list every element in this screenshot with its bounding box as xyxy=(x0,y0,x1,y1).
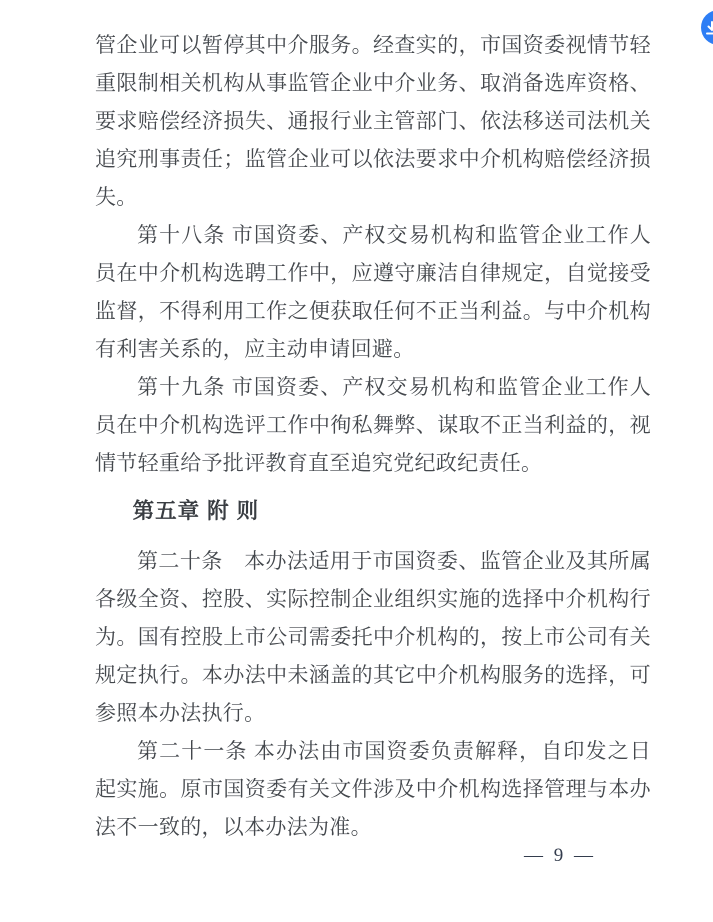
paragraph-continuation: 管企业可以暂停其中介服务。经查实的，市国资委视情节轻重限制相关机构从事监管企业中介业务、取消备选库资格、要求赔偿经济损失、通报行业主管部门、依法移送司法机关追究刑事责任；监管企业可以依法要求中介机构赔偿经济损失。 xyxy=(95,33,651,209)
paragraph-article-21: 第二十一条 本办法由市国资委负责解释，自印发之日起实施。原市国资委有关文件涉及中介机构选择管理与本办法不一致的，以本办法为准。 xyxy=(95,739,651,839)
page-number: — 9 — xyxy=(524,845,596,866)
paragraph-article-20: 第二十条 本办法适用于市国资委、监管企业及其所属各级全资、控股、实际控制企业组织实施的选择中介机构行为。国有控股上市公司需委托中介机构的，按上市公司有关规定执行。本办法中未涵盖的其它中介机构服务的选择，可参照本办法执行。 xyxy=(95,549,651,725)
chapter-heading: 第五章 附 则 xyxy=(132,499,260,523)
download-icon xyxy=(704,20,713,36)
paragraph-article-18: 第十八条 市国资委、产权交易机构和监管企业工作人员在中介机构选聘工作中，应遵守廉洁自律规定，自觉接受监督，不得利用工作之便获取任何不正当利益。与中介机构有利害关系的，应主动申请回避。 xyxy=(95,223,651,361)
floating-action-button[interactable] xyxy=(701,10,713,45)
paragraph-article-19: 第十九条 市国资委、产权交易机构和监管企业工作人员在中介机构选评工作中徇私舞弊、谋取不正当利益的，视情节轻重给予批评教育直至追究党纪政纪责任。 xyxy=(95,375,651,475)
document-body xyxy=(95,0,651,846)
